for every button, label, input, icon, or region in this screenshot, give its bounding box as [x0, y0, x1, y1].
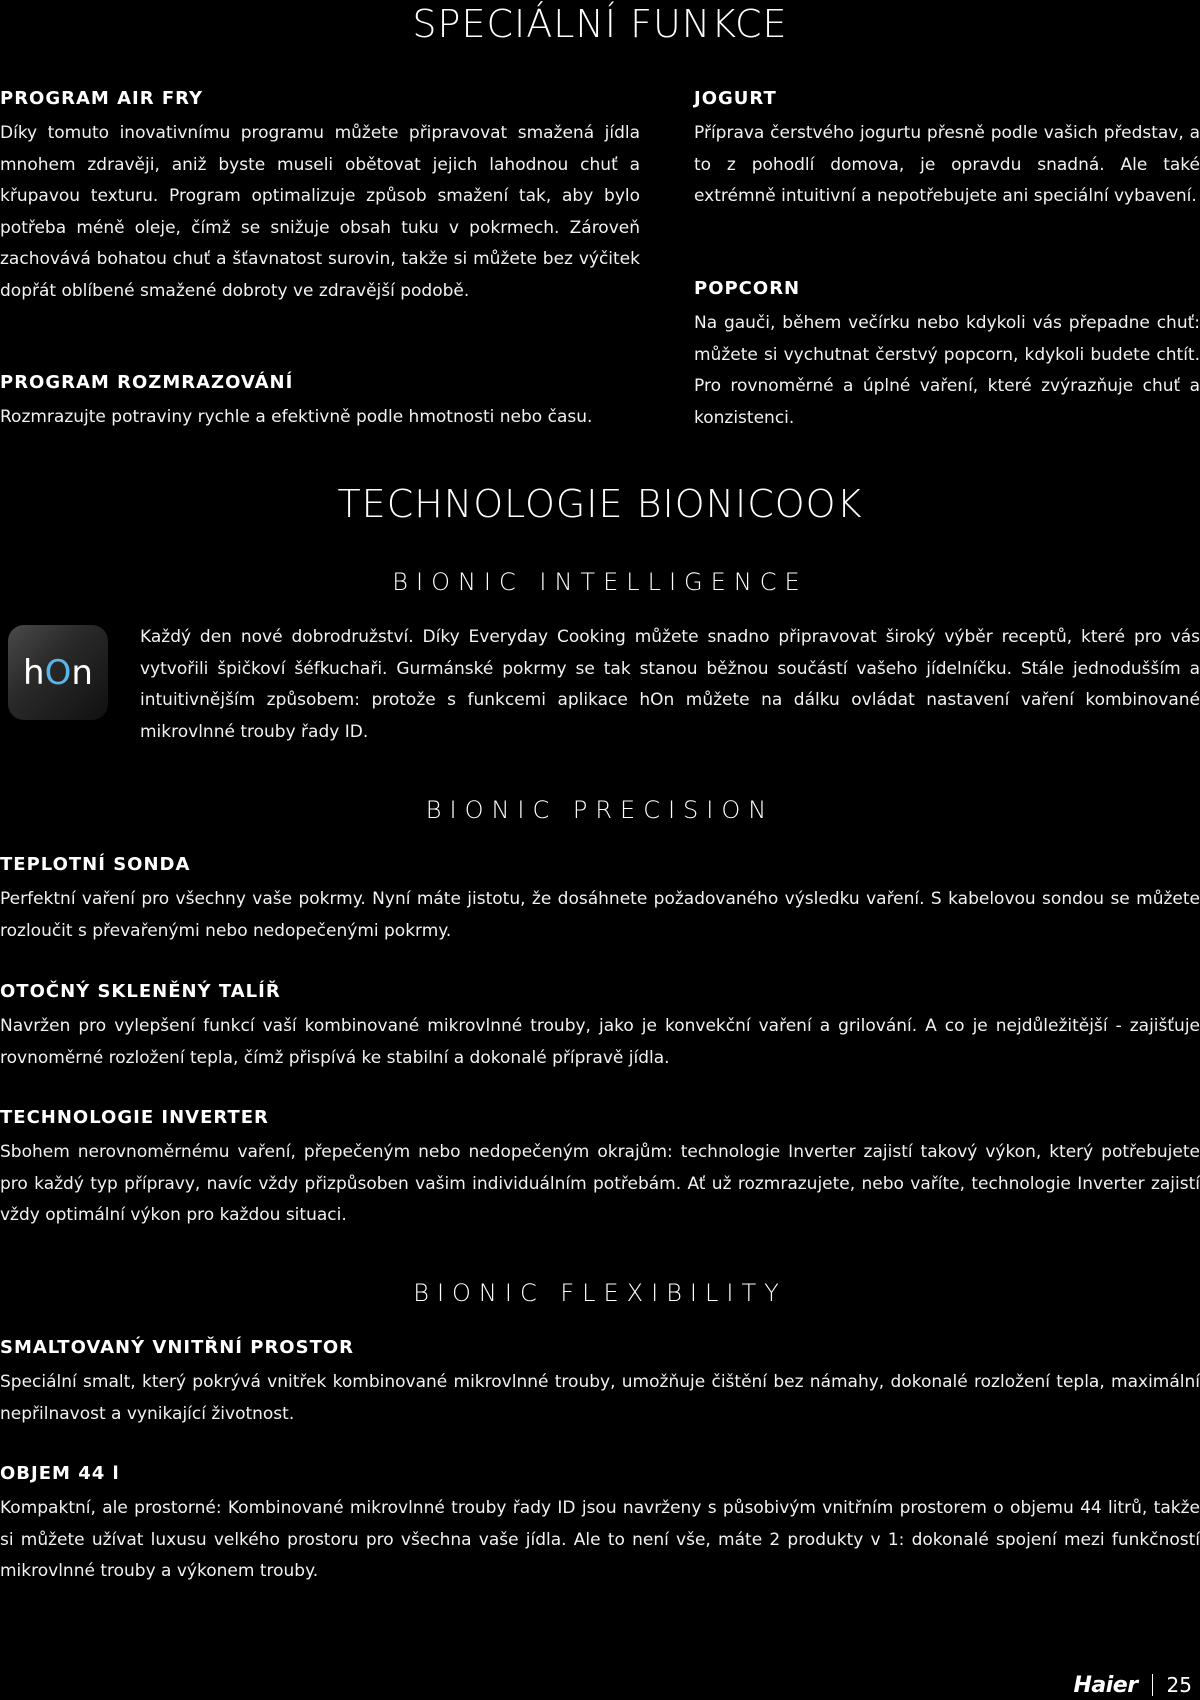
footer-divider [1152, 1674, 1153, 1696]
haier-logo: Haier [1073, 1672, 1138, 1698]
inverter-text: Sbohem nerovnoměrnému vaření, přepečeným nebo nedopečeným okrajům: technologie Inverter zajistí takový výkon, který potřebujete pro každý typ přípravy, navíc vždy přizpůsoben vašim individuálním potřebám. Ať už rozmrazujete, nebo vaříte, technologie Inverter zajistí vždy optimální výkon pro každou situaci. [0, 1142, 1200, 1225]
bionicook-title: TECHNOLOGIE BIONICOOK [337, 482, 863, 526]
hon-logo-text: hOn [23, 652, 93, 693]
volume-text: Kompaktní, ale prostorné: Kombinované mikrovlnné trouby řady ID jsou navrženy s působivým vnitřním prostorem o objemu 44 litrů, takže si můžete užívat luxusu velkého prostoru pro všechna vaše jídla. Ale to není vše, máte 2 produkty v 1: dokonalé spojení mezi funkčností mikrovlnné trouby a výkonem trouby. [0, 1498, 1200, 1581]
bionic-precision-subtitle: BIONIC PRECISION [425, 796, 775, 824]
section-volume [0, 1463, 1200, 1588]
probe-heading: TEPLOTNÍ SONDA [0, 854, 191, 875]
hon-app-logo [8, 625, 108, 720]
section-temperature-probe [0, 854, 1200, 947]
page-number: 25 [1166, 1673, 1192, 1697]
volume-heading: OBJEM 44 l [0, 1463, 120, 1484]
yogurt-heading: JOGURT [694, 88, 777, 109]
section-yogurt [694, 88, 1200, 213]
intelligence-text: Každý den nové dobrodružství. Díky Everyday Cooking můžete snadno připravovat široký výběr receptů, které pro vás vytvořili špičkoví šéfkuchaři. Gurmánské pokrmy se tak stanou běžnou součástí vašeho jídelníčku. Stále jednodušším a intuitivnějším způsobem: protože s funkcemi aplikace hOn můžete na dálku ovládat nastavení vaření kombinované mikrovlnné trouby řady ID. [140, 627, 1200, 742]
air-fry-text: Díky tomuto inovativnímu programu můžete připravovat smažená jídla mnohem zdravěji, aniž byste museli obětovat jejich lahodnou chuť a křupavou texturu. Program optimalizuje způsob smažení tak, aby bylo potřeba méně oleje, čímž se snižuje obsah tuku v pokrmech. Zároveň zachovává bohatou chuť a šťavnatost surovin, takže si můžete bez výčitek dopřát oblíbené smažené dobroty ve zdravější podobě. [0, 123, 640, 301]
section-air-fry [0, 88, 640, 307]
inverter-heading: TECHNOLOGIE INVERTER [0, 1107, 269, 1128]
bionic-flexibility-subtitle: BIONIC FLEXIBILITY [413, 1279, 787, 1307]
enamel-heading: SMALTOVANÝ VNITŘNÍ PROSTOR [0, 1337, 355, 1358]
air-fry-heading: PROGRAM AIR FRY [0, 88, 204, 109]
probe-text: Perfektní vaření pro všechny vaše pokrmy. Nyní máte jistotu, že dosáhnete požadovaného výsledku vaření. S kabelovou sondou se můžete rozloučit s převařenými nebo nedopečenými pokrmy. [0, 889, 1200, 941]
defrost-heading: PROGRAM ROZMRAZOVÁNÍ [0, 372, 294, 393]
section-defrost [0, 372, 640, 434]
defrost-text: Rozmrazujte potraviny rychle a efektivně podle hmotnosti nebo času. [0, 407, 593, 427]
section-popcorn [694, 278, 1200, 434]
page-footer [1073, 1670, 1192, 1700]
special-functions-title: SPECIÁLNÍ FUNKCE [412, 2, 788, 46]
yogurt-text: Příprava čerstvého jogurtu přesně podle vašich představ, a to z pohodlí domova, je opravdu snadná. Ale také extrémně intuitivní a nepotřebujete ani speciální vybavení. [694, 123, 1200, 206]
section-intelligence [140, 622, 1200, 748]
section-inverter [0, 1107, 1200, 1232]
enamel-text: Speciální smalt, který pokrývá vnitřek kombinované mikrovlnné trouby, umožňuje čištění bez námahy, dokonalé rozložení tepla, maximální nepřilnavost a vynikající životnost. [0, 1372, 1200, 1424]
plate-heading: OTOČNÝ SKLENĚNÝ TALÍŘ [0, 981, 281, 1002]
section-glass-plate [0, 981, 1200, 1074]
bionic-intelligence-subtitle: BIONIC INTELLIGENCE [392, 568, 808, 596]
popcorn-text: Na gauči, během večírku nebo kdykoli vás přepadne chuť: můžete si vychutnat čerstvý popcorn, kdykoli budete chtít. Pro rovnoměrné a úplné vaření, které zvýrazňuje chuť a konzistenci. [694, 313, 1200, 428]
popcorn-heading: POPCORN [694, 278, 801, 299]
plate-text: Navržen pro vylepšení funkcí vaší kombinované mikrovlnné trouby, jako je konvekční vaření a grilování. A co je nejdůležitější - zajišťuje rovnoměrné rozložení tepla, čímž přispívá ke stabilní a dokonalé přípravě jídla. [0, 1016, 1200, 1068]
section-enamel [0, 1337, 1200, 1430]
